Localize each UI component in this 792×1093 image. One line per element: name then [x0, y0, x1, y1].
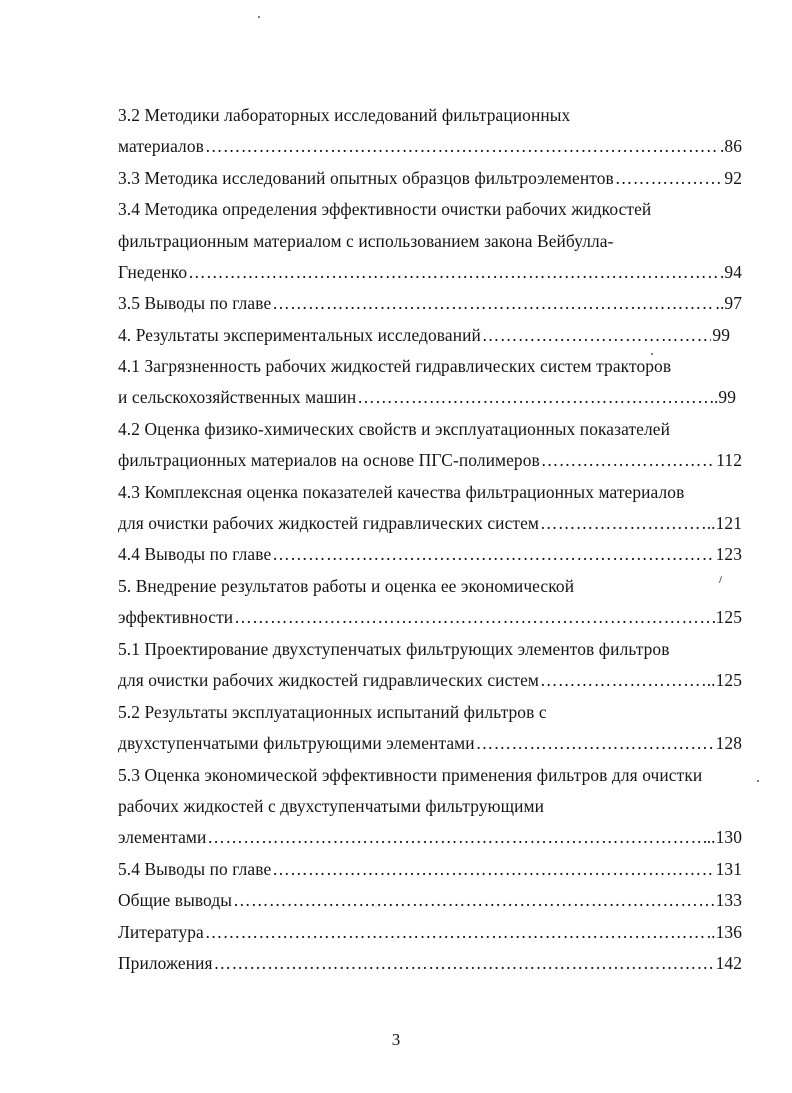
toc-entry-3-5[interactable]: [118, 292, 742, 314]
dot-leader: [541, 449, 715, 471]
toc-page-number: 142: [715, 953, 742, 973]
dot-leader: [233, 889, 715, 911]
dot-leader: [234, 606, 714, 628]
toc-page-number: 99: [712, 325, 730, 345]
toc-entry-references[interactable]: [118, 921, 742, 943]
toc-page-number: .94: [719, 262, 742, 282]
toc-page-number: .99: [713, 387, 736, 407]
toc-page-number: ..97: [715, 293, 742, 313]
scan-speck: [258, 16, 260, 18]
toc-entry-title: 4.4 Выводы по главе: [118, 544, 272, 564]
toc-entry-4-1-line-1: 4.1 Загрязненность рабочих жидкостей гидравлических систем тракторов: [118, 356, 672, 376]
dot-leader: [482, 324, 711, 346]
dot-leader: [272, 543, 714, 565]
scan-speck: [757, 780, 759, 782]
toc-entry-4-2[interactable]: [118, 449, 742, 471]
toc-entry-5-1-line-1: 5.1 Проектирование двухступенчатых фильтрующих элементов фильтров: [118, 639, 670, 659]
toc-entry-5-2-line-1: 5.2 Результаты эксплуатационных испытаний фильтров с: [118, 702, 547, 722]
dot-leader: [615, 167, 724, 189]
toc-entry-4-3-line-1: 4.3 Комплексная оценка показателей качества фильтрационных материалов: [118, 482, 685, 502]
toc-entry-3-4-line-1: 3.4 Методика определения эффективности очистки рабочих жидкостей: [118, 199, 652, 219]
toc-entry-title: фильтрационных материалов на основе ПГС-полимеров: [118, 450, 540, 470]
toc-page-number: 131: [715, 859, 742, 879]
toc-entry-title: элементами: [118, 827, 207, 847]
toc-entry-4-1[interactable]: [118, 386, 736, 408]
toc-entry-title: 4. Результаты экспериментальных исследований: [118, 325, 481, 345]
dot-leader: [214, 952, 715, 974]
toc-page-number: 92: [724, 168, 742, 188]
toc-entry-appendices[interactable]: [118, 952, 742, 974]
toc-page-number: 128: [715, 733, 742, 753]
toc-entry-title: для очистки рабочих жидкостей гидравлических систем: [118, 513, 540, 533]
page-number: 3: [391, 1030, 401, 1049]
dot-leader: [272, 292, 714, 314]
toc-entry-5-line-1: 5. Внедрение результатов работы и оценка ее экономической: [118, 576, 575, 596]
toc-entry-title: и сельскохозяйственных машин: [118, 387, 357, 407]
toc-entry-title: 3.3 Методика исследований опытных образцов фильтроэлементов: [118, 168, 614, 188]
dot-leader: [540, 669, 706, 691]
dot-leader: [207, 826, 705, 848]
toc-entry-title: 3.5 Выводы по главе: [118, 293, 272, 313]
dot-leader: [205, 135, 719, 157]
toc-entry-5-3-line-2: рабочих жидкостей с двухступенчатыми фильтрующими: [118, 796, 545, 816]
toc-entry-3-2-line-1: 3.2 Методики лабораторных исследований фильтрационных: [118, 105, 571, 125]
dot-leader: [205, 921, 706, 943]
toc-entry-title: материалов: [118, 136, 204, 156]
toc-entry-title: Приложения: [118, 953, 213, 973]
toc-entry-title: Общие выводы: [118, 890, 233, 910]
toc-entry-5-3[interactable]: [118, 826, 742, 848]
toc-entry-title: 5.4 Выводы по главе: [118, 859, 272, 879]
toc-entry-conclusions[interactable]: [118, 889, 742, 911]
toc-entry-3-4-line-2: фильтрационным материалом с использованием закона Вейбулла-: [118, 231, 614, 251]
toc-entry-title: эффективности: [118, 607, 234, 627]
toc-entry-title: Гнеденко: [118, 262, 188, 282]
toc-page-number: ..121: [706, 513, 742, 533]
toc-entry-3-3[interactable]: [118, 167, 742, 189]
toc-entry-3-2[interactable]: [118, 135, 742, 157]
toc-page-number: ..130: [706, 827, 742, 847]
toc-page-number: ..136: [706, 922, 742, 942]
dot-leader: [357, 386, 713, 408]
toc-page-number: .86: [719, 136, 742, 156]
toc-entry-4[interactable]: [118, 324, 730, 346]
toc-entry-title: Литература: [118, 922, 204, 942]
toc-entry-5-2[interactable]: [118, 732, 742, 754]
dot-leader: [540, 512, 706, 534]
toc-entry-5-1[interactable]: [118, 669, 742, 691]
toc-entry-4-3[interactable]: [118, 512, 742, 534]
dot-leader: [188, 261, 719, 283]
scan-mark: [719, 576, 722, 583]
dot-leader: [272, 858, 714, 880]
toc-entry-3-4[interactable]: [118, 261, 742, 283]
toc-entry-title: для очистки рабочих жидкостей гидравлических систем: [118, 670, 540, 690]
toc-entry-4-4[interactable]: [118, 543, 742, 565]
toc-entry-4-2-line-1: 4.2 Оценка физико-химических свойств и эксплуатационных показателей: [118, 419, 670, 439]
toc-entry-5-3-line-1: 5.3 Оценка экономической эффективности применения фильтров для очистки: [118, 765, 703, 785]
toc-page-number: 123: [715, 544, 742, 564]
toc-entry-5[interactable]: [118, 606, 742, 628]
toc-entry-title: двухступенчатыми фильтрующими элементами: [118, 733, 475, 753]
toc-page-number: ..125: [706, 670, 742, 690]
dot-leader: [476, 732, 715, 754]
toc-page-number: 133: [715, 890, 742, 910]
toc-page-number: 112: [716, 450, 742, 470]
toc-entry-5-4[interactable]: [118, 858, 742, 880]
toc-page-number: 125: [715, 607, 742, 627]
